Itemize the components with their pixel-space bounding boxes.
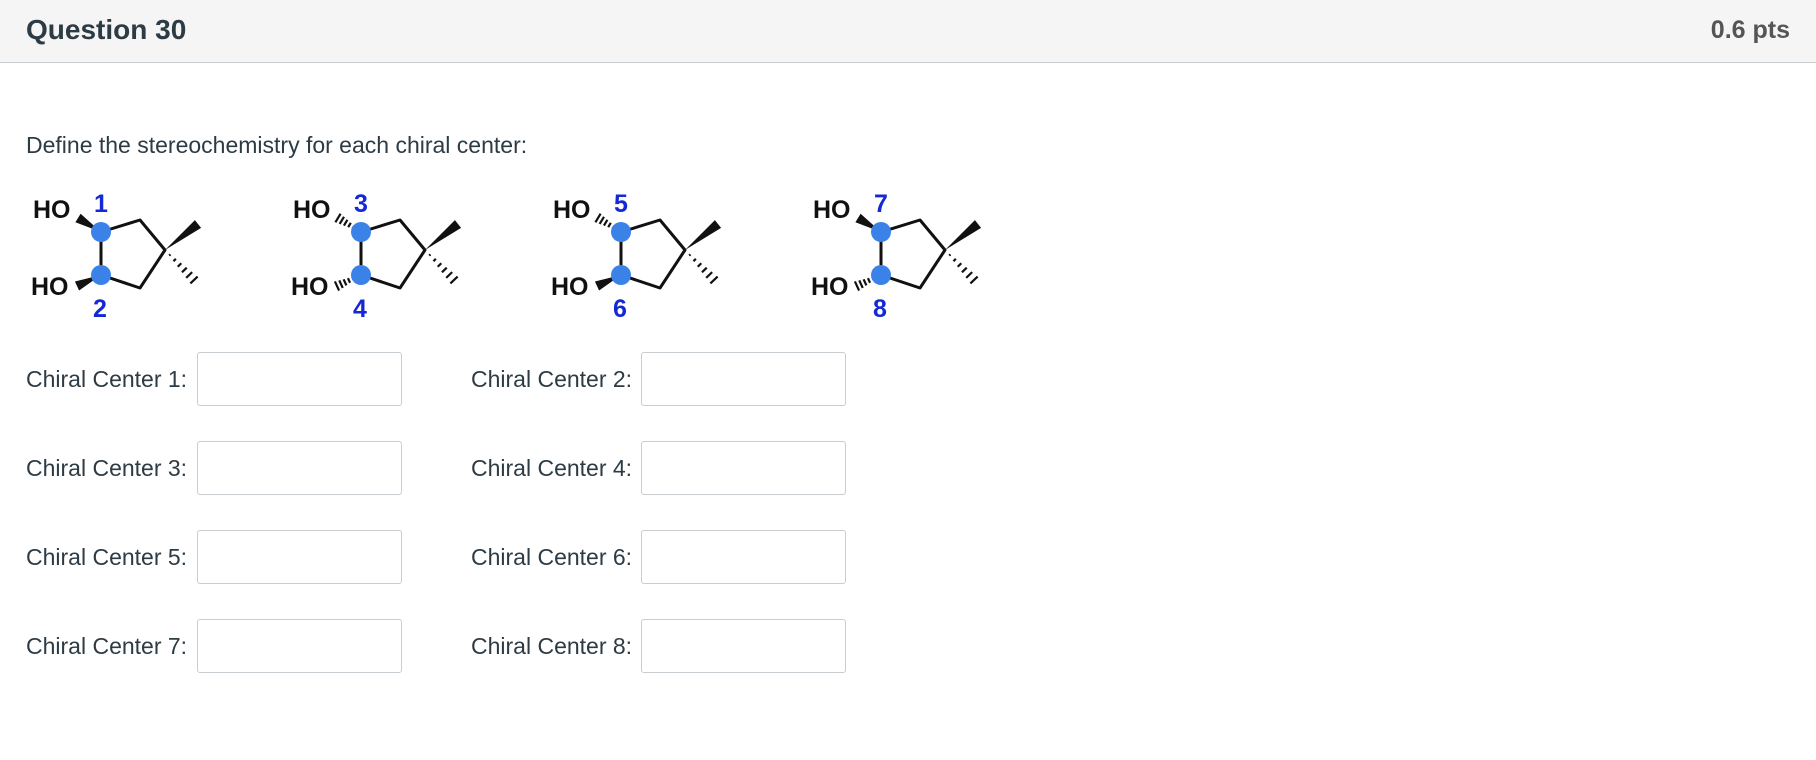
- center-number-bottom: 2: [93, 295, 107, 323]
- chiral-dot-bottom: [611, 265, 631, 285]
- center-number-bottom: 8: [873, 295, 887, 323]
- chiral-dot-top: [91, 222, 111, 242]
- question-title: Question 30: [26, 14, 187, 45]
- chiral-center-5-input[interactable]: [197, 530, 402, 584]
- answer-label-7: Chiral Center 7:: [26, 633, 188, 659]
- question-header: [0, 0, 1816, 63]
- answer-label-2: Chiral Center 2:: [471, 366, 633, 392]
- molecule-2: [280, 180, 470, 330]
- chiral-center-3-input[interactable]: [197, 441, 402, 495]
- answer-label-8: Chiral Center 8:: [471, 633, 633, 659]
- chiral-center-6-input[interactable]: [641, 530, 846, 584]
- ho-label-bottom: HO: [551, 273, 589, 301]
- chiral-dot-bottom: [871, 265, 891, 285]
- ho-label-bottom: HO: [31, 273, 69, 301]
- methyl-hash-bond: [169, 254, 197, 283]
- methyl-wedge-bond: [425, 220, 461, 250]
- center-number-top: 1: [94, 190, 108, 218]
- center-number-bottom: 6: [613, 295, 627, 323]
- answer-label-5: Chiral Center 5:: [26, 544, 188, 570]
- chiral-center-1-input[interactable]: [197, 352, 402, 406]
- chiral-dot-bottom: [91, 265, 111, 285]
- molecule-1: [20, 180, 210, 330]
- ho-label-top: HO: [293, 196, 331, 224]
- chiral-center-2-input[interactable]: [641, 352, 846, 406]
- methyl-hash-bond: [429, 254, 457, 283]
- chiral-dot-bottom: [351, 265, 371, 285]
- chiral-center-8-input[interactable]: [641, 619, 846, 673]
- chiral-dot-top: [351, 222, 371, 242]
- methyl-wedge-bond: [685, 220, 721, 250]
- chiral-dot-top: [611, 222, 631, 242]
- methyl-hash-bond: [949, 254, 977, 283]
- question-points: 0.6 pts: [1710, 16, 1790, 44]
- methyl-hash-bond: [689, 254, 717, 283]
- answer-label-1: Chiral Center 1:: [26, 366, 188, 392]
- answer-label-6: Chiral Center 6:: [471, 544, 633, 570]
- center-number-top: 3: [354, 190, 368, 218]
- ho-label-top: HO: [33, 196, 71, 224]
- ho-label-top: HO: [553, 196, 591, 224]
- center-number-bottom: 4: [353, 295, 367, 323]
- ho-label-bottom: HO: [811, 273, 849, 301]
- question-prompt: Define the stereochemistry for each chiral center:: [26, 132, 528, 158]
- chiral-dot-top: [871, 222, 891, 242]
- chiral-center-7-input[interactable]: [197, 619, 402, 673]
- molecule-4: [800, 180, 990, 330]
- ho-label-top: HO: [813, 196, 851, 224]
- center-number-top: 5: [614, 190, 628, 218]
- center-number-top: 7: [874, 190, 888, 218]
- answer-label-4: Chiral Center 4:: [471, 455, 633, 481]
- molecule-images: [20, 180, 1020, 330]
- methyl-wedge-bond: [945, 220, 981, 250]
- ho-label-bottom: HO: [291, 273, 329, 301]
- answer-label-3: Chiral Center 3:: [26, 455, 188, 481]
- molecule-3: [540, 180, 730, 330]
- methyl-wedge-bond: [165, 220, 201, 250]
- chiral-center-4-input[interactable]: [641, 441, 846, 495]
